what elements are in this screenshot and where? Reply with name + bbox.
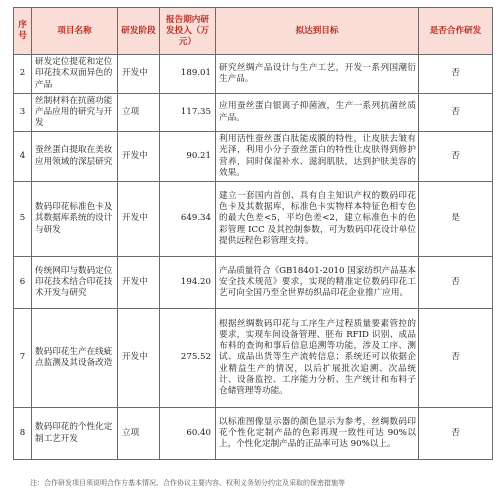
row-investment: 649.34 [160,182,216,257]
row-name: 研发定位提花和定位印花技术双面异色的产品 [32,55,118,94]
table-row [14,257,493,309]
row-goal: 研究丝绸产品设计与生产工艺，开发一系列国潮衍生产品。 [216,55,419,94]
row-core: 否 [419,309,493,408]
row-investment: 60.40 [160,408,216,460]
row-stage: 开发中 [118,132,160,182]
row-investment: 117.35 [160,94,216,132]
row-core: 是 [419,182,493,257]
table-row [14,408,493,460]
footnote: 注：合作研发项目须说明合作方基本情况、合作协议主要内容、权利义务划分约定及采取的保密措施等 [30,479,345,487]
row-no: 8 [14,408,32,460]
table-row [14,55,493,94]
row-no: 7 [14,309,32,408]
table-row [14,132,493,182]
row-no: 3 [14,94,32,132]
row-goal: 产品质量符合《GB18401-2010 国家纺织产品基本安全技术规范》要求，实现的精准定位数码印花工艺可向全国乃至全世界纺织品印花企业推广应用。 [216,257,419,309]
row-goal: 以标准图像显示器的颜色显示为参考，丝绸数码印花个性化定制产品的色彩再现一致性可达 90%以上，个性化定制产品的正品率可达 90%以上。 [216,408,419,460]
row-stage: 开发中 [118,182,160,257]
row-stage: 开发中 [118,55,160,94]
header-core: 是否合作研发 [419,8,493,55]
row-name: 数码印花生产在线疵点监测及其设备改造 [32,309,118,408]
rd-projects-table [13,7,493,460]
row-investment: 90.21 [160,132,216,182]
row-core: 否 [419,257,493,309]
row-investment: 275.52 [160,309,216,408]
row-name: 数码印花标准色卡及其数据库系统的设计与研发 [32,182,118,257]
row-stage: 立项 [118,408,160,460]
row-stage: 开发中 [118,257,160,309]
row-core: 否 [419,132,493,182]
row-goal: 应用蚕丝蛋白银离子抑菌液，生产一系列抗菌丝质产品。 [216,94,419,132]
row-core: 否 [419,408,493,460]
row-stage: 立项 [118,94,160,132]
row-core: 否 [419,94,493,132]
row-name: 蚕丝蛋白提取在美妆应用领域的深层研究 [32,132,118,182]
row-no: 2 [14,55,32,94]
row-no: 5 [14,182,32,257]
row-stage: 开发中 [118,309,160,408]
row-name: 传统网印与数码定位印花技术结合印花技术开发与研究 [32,257,118,309]
row-name: 数码印花的个性化定制工艺开发 [32,408,118,460]
header-stage: 研发阶段 [118,8,160,55]
row-goal: 根据丝绸数码印花与工序生产过程质量要素管控的要求，实现车间设备管理、胚布 RFID 识别、成品布料的查询和事后信息追溯等功能，涉及工序、测试、成品出货等生产流转信息；系统还可以依据企业精益生产的情况，以后扩展批次追溯、次品统计、设备监控、工序能力分析、生产统计和布料子仓储管理等功能。 [216,309,419,408]
row-goal: 利用活性蚕丝蛋白肽能成膜的特性，让皮肤去皱有光泽，利用小分子蚕丝蛋白的特性让皮肤得到修护营养，同时保湿补水、滋润肌肤，达到护肤美容的效果。 [216,132,419,182]
row-no: 4 [14,132,32,182]
row-name: 丝制材料在抗菌功能产品应用的研究与开发 [32,94,118,132]
header-goal: 拟达到目标 [216,8,419,55]
row-no: 6 [14,257,32,309]
header-investment: 报告期内研发投入（万元） [160,8,216,55]
row-investment: 189.01 [160,55,216,94]
header-name: 项目名称 [32,8,118,55]
row-goal: 建立一套国内首创、具有自主知识产权的数码印花色卡及其数据库，标准色卡实物样本特征色相专色的最大色差<5，平均色差<2，建立标准色卡的色彩管理 ICC 及其控制参数，可为数码印花设计单位提供远程色彩管理支持。 [216,182,419,257]
table-row [14,182,493,257]
row-core: 否 [419,55,493,94]
table-header-row [14,8,493,55]
table-row [14,309,493,408]
row-investment: 194.20 [160,257,216,309]
table-row [14,94,493,132]
header-no: 序号 [14,8,32,55]
